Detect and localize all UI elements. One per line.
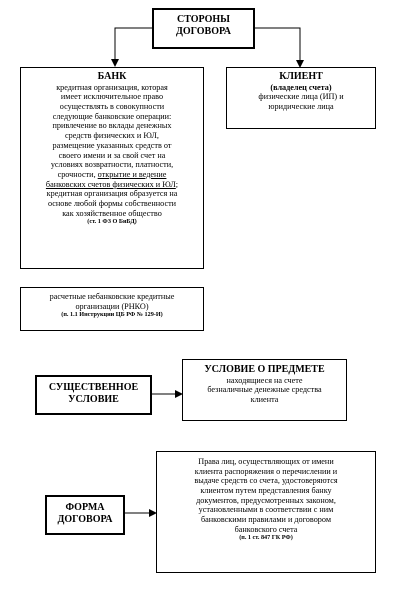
essential-title-2: УСЛОВИЕ xyxy=(68,393,119,405)
form-desc-line-7: банковского счета xyxy=(234,524,298,534)
form-box xyxy=(45,495,125,535)
form-desc-line-3: клиентом путем представления банку xyxy=(200,486,332,496)
bank-line-accounts xyxy=(21,180,203,190)
bank-line2-0: кредитная организация образуется на xyxy=(46,189,178,199)
bank-semicolon: ; xyxy=(175,179,179,189)
rnko-line-1: организации (РНКО) xyxy=(75,301,149,311)
arrow-parties-to-bank xyxy=(115,28,152,66)
subject-line-2: клиента xyxy=(250,395,279,405)
bank-line-0: кредитная организация, которая xyxy=(56,82,168,92)
parties-box xyxy=(152,8,255,49)
bank-title: БАНК xyxy=(97,71,127,82)
form-desc-line-6: банковскими правилами и договором xyxy=(201,515,331,525)
essential-title-1: СУЩЕСТВЕННОЕ xyxy=(48,382,139,393)
client-line-0: физические лица (ИП) и xyxy=(258,92,344,102)
client-line-1: юридические лица xyxy=(268,102,334,112)
subject-title: УСЛОВИЕ О ПРЕДМЕТЕ xyxy=(204,364,325,375)
rnko-box xyxy=(20,287,204,331)
bank-line-8: условиях возвратности, платности, xyxy=(50,160,174,170)
bank-ref: (ст. 1 ФЗ О БиБД) xyxy=(87,218,137,226)
subject-box xyxy=(182,359,347,421)
client-box xyxy=(226,67,376,129)
bank-line-5: средств физических и ЮЛ, xyxy=(65,131,159,141)
form-title-2: ДОГОВОРА xyxy=(57,513,113,525)
form-desc-line-0: Права лиц, осуществляющих от имени xyxy=(198,457,334,466)
rnko-line-0: расчетные небанковские кредитные xyxy=(49,292,175,301)
form-title-1: ФОРМА xyxy=(65,502,105,513)
bank-box xyxy=(20,67,204,269)
client-subtitle: (владелец счета) xyxy=(270,82,332,92)
form-desc-line-2: выдаче средств со счета, удостоверяются xyxy=(194,476,338,486)
bank-underlined-2: банковских счетов физических и ЮЛ xyxy=(45,179,176,189)
bank-underlined-1: открытие и ведение xyxy=(97,169,167,179)
form-desc-line-4: документов, предусмотренных законом, xyxy=(196,495,336,505)
subject-line-0: находящиеся на счете xyxy=(226,375,303,385)
parties-title: СТОРОНЫ ДОГОВОРА xyxy=(175,14,232,37)
bank-line-7: своего имени и за свой счет на xyxy=(58,150,166,160)
bank-line-6: размещение указанных средств от xyxy=(52,140,172,150)
rnko-ref: (п. 1.1 Инструкции ЦБ РФ № 129-И) xyxy=(61,311,163,319)
bank-line-4: привлечение во вклады денежных xyxy=(52,121,172,131)
form-desc-line-5: установленными в соответствии с ним xyxy=(198,505,334,515)
client-title: КЛИЕНТ xyxy=(279,71,323,82)
bank-line2-2: как хозяйственное общество xyxy=(62,208,162,218)
essential-box xyxy=(35,375,152,415)
bank-srochnosti-text: срочности, xyxy=(57,169,98,179)
bank-line2-1: основе любой формы собственности xyxy=(47,198,177,208)
bank-line-2: осуществлять в совокупности xyxy=(59,102,165,112)
bank-line-1: имеет исключительное право xyxy=(60,92,164,102)
form-desc-box xyxy=(156,451,376,573)
bank-line-3: следующие банковские операции: xyxy=(52,111,172,121)
arrow-parties-to-client xyxy=(255,28,300,67)
form-desc-line-1: клиента распоряжения о перечислении и xyxy=(194,466,338,476)
subject-line-1: безналичные денежные средства xyxy=(207,385,322,395)
form-desc-ref: (п. 1 ст. 847 ГК РФ) xyxy=(239,534,293,542)
bank-line-srochnosti xyxy=(21,170,203,180)
